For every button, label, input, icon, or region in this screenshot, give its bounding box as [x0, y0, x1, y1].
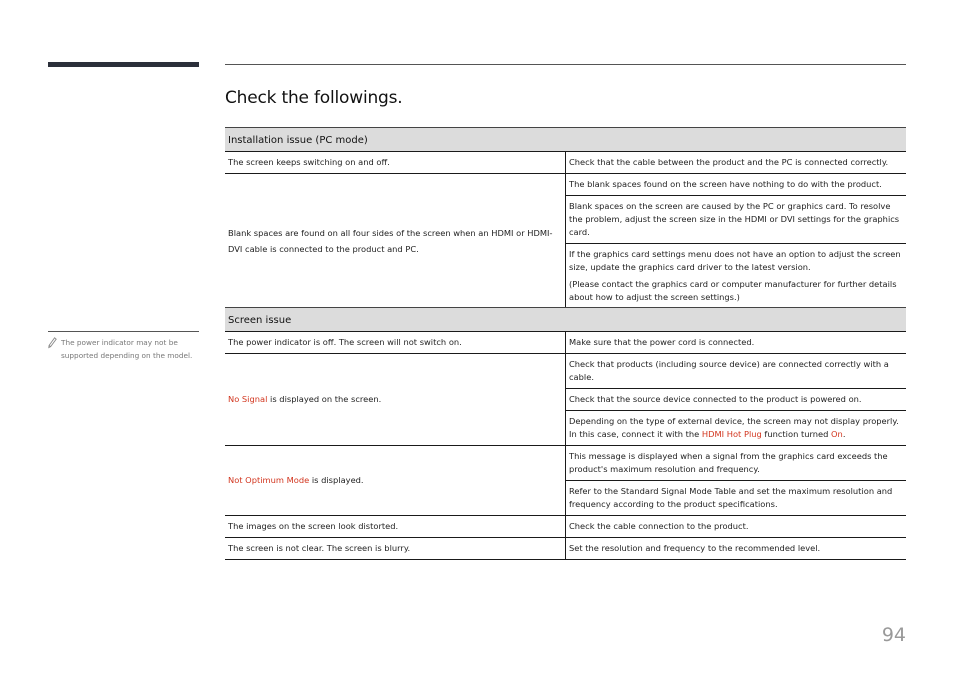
pencil-icon [48, 337, 57, 349]
note-divider [48, 331, 199, 332]
solution-cell: Check that the cable between the product and the PC is connected correctly. [566, 152, 907, 174]
solution-text: If the graphics card settings menu does not have an option to adjust the screen size, update the graphics card driver to the latest version. [569, 249, 901, 272]
solution-cell: Refer to the Standard Signal Mode Table and set the maximum resolution and frequency according to the product specifications. [566, 481, 907, 516]
table-row [225, 354, 906, 389]
solution-cell: Check that the source device connected to the product is powered on. [566, 389, 907, 411]
header-divider [225, 64, 906, 65]
problem-cell: The power indicator is off. The screen will not switch on. [225, 332, 566, 354]
solution-cell: This message is displayed when a signal from the graphics card exceeds the product's maximum resolution and frequency. [566, 446, 907, 481]
problem-cell: The images on the screen look distorted. [225, 516, 566, 538]
on-term: On [831, 429, 843, 439]
page-title: Check the followings. [225, 88, 403, 108]
hdmi-hot-plug-term: HDMI Hot Plug [701, 429, 762, 439]
table-row [225, 332, 906, 354]
installation-issue-table [225, 127, 906, 309]
note-text: The power indicator may not be supported depending on the model. [61, 338, 193, 360]
solution-cell [566, 244, 907, 309]
solution-cell: Check that products (including source device) are connected correctly with a cable. [566, 354, 907, 389]
solution-text: Depending on the type of external device, the screen may not display properly. In this case, connect it with the [569, 416, 899, 439]
solution-text: . [842, 429, 846, 439]
no-signal-term: No Signal [228, 394, 268, 404]
problem-cell: Blank spaces are found on all four sides of the screen when an HDMI or HDMI-DVI cable is connected to the product and PC. [225, 174, 566, 309]
table-row [225, 152, 906, 174]
problem-cell: The screen is not clear. The screen is blurry. [225, 538, 566, 560]
problem-cell [225, 446, 566, 516]
solution-cell: Set the resolution and frequency to the recommended level. [566, 538, 907, 560]
solution-cell: Blank spaces on the screen are caused by the PC or graphics card. To resolve the problem, adjust the screen size in the HDMI or DVI settings for the graphics card. [566, 196, 907, 244]
solution-cell: Make sure that the power cord is connected. [566, 332, 907, 354]
table-row [225, 174, 906, 196]
solution-note: (Please contact the graphics card or computer manufacturer for further details about how to adjust the screen settings.) [569, 279, 897, 302]
problem-cell: The screen keeps switching on and off. [225, 152, 566, 174]
page-number: 94 [881, 624, 906, 646]
side-note [48, 337, 199, 362]
section-marker-bar [48, 62, 199, 67]
problem-text: is displayed. [309, 475, 364, 485]
problem-text: is displayed on the screen. [267, 394, 382, 404]
solution-cell [566, 411, 907, 446]
table-row [225, 538, 906, 560]
solution-text: function turned [761, 429, 832, 439]
solution-cell: The blank spaces found on the screen have nothing to do with the product. [566, 174, 907, 196]
solution-cell: Check the cable connection to the product. [566, 516, 907, 538]
screen-issue-table [225, 307, 906, 560]
table-header-installation: Installation issue (PC mode) [225, 128, 906, 152]
problem-cell [225, 354, 566, 446]
not-optimum-mode-term: Not Optimum Mode [228, 475, 310, 485]
table-header-screen: Screen issue [225, 308, 906, 332]
table-row [225, 516, 906, 538]
table-row [225, 446, 906, 481]
